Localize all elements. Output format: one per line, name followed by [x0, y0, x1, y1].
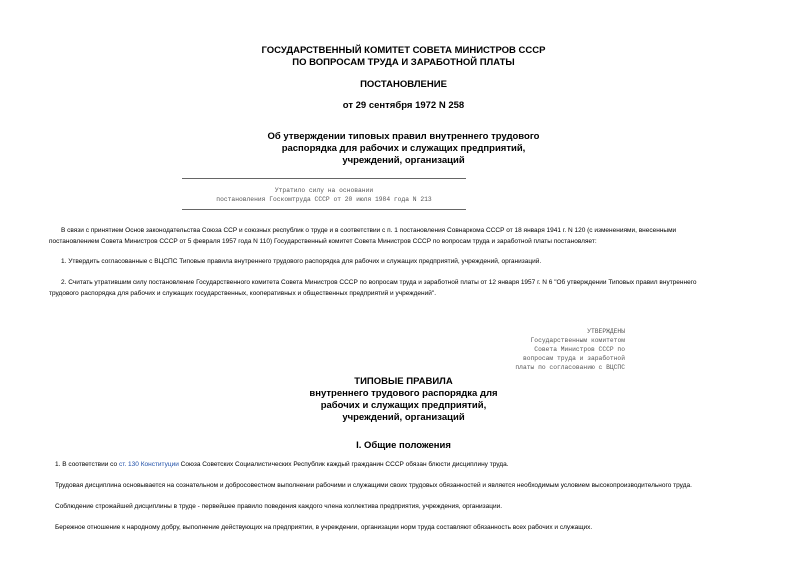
approval-line5: платы по согласованию с ВЦСПС: [515, 364, 625, 371]
status-note-line2: постановления Госкомтруда СССР от 20 июля 1984 года N 213: [216, 196, 432, 203]
paragraph-item2-line2: трудового распорядка для рабочих и служащих государственных, кооперативных и общественных предприятий и учреждений".: [49, 290, 436, 297]
org-name-line1: ГОСУДАРСТВЕННЫЙ КОМИТЕТ СОВЕТА МИНИСТРОВ СССР: [261, 45, 546, 56]
section-heading: I. Общие положения: [356, 440, 451, 451]
approval-line3: Совета Министров СССР по: [534, 346, 625, 353]
rules-title-line2: внутреннего трудового распорядка для: [309, 388, 498, 399]
org-name-line2: ПО ВОПРОСАМ ТРУДА И ЗАРАБОТНОЙ ПЛАТЫ: [292, 57, 515, 68]
section1-p1-after: Союза Советских Социалистических Республик каждый гражданин СССР обязан блюсти дисциплину труда.: [178, 461, 509, 468]
section1-paragraph3: Соблюдение строжайшей дисциплины в труде - первейшее правило поведения каждого члена коллектива предприятия, учреждения, организации.: [55, 503, 503, 510]
approval-line4: вопросам труда и заработной: [522, 355, 625, 362]
document-title-line3: учреждений, организаций: [342, 155, 465, 166]
section1-paragraph2: Трудовая дисциплина основывается на сознательном и добросовестном выполнении рабочими и служащими своих трудовых обязанностей и является необходимым условием высокопроизводительного труда.: [55, 482, 692, 489]
paragraph-preamble-line2: постановлением Совета Министров СССР от 5 февраля 1957 года N 110) Государственный комитет Совета Министров СССР по вопросам труда и заработной платы постановляет:: [49, 238, 597, 245]
rules-title-line1: ТИПОВЫЕ ПРАВИЛА: [354, 376, 453, 387]
status-note: [182, 186, 466, 204]
document-title-line2: распорядка для рабочих и служащих предприятий,: [281, 143, 526, 154]
constitution-article-link[interactable]: ст. 130 Конституции: [118, 461, 179, 468]
paragraph-preamble: [49, 225, 770, 247]
section1-paragraph1: [55, 459, 770, 470]
approval-stamp: [470, 327, 625, 372]
rules-title-line3: рабочих и служащих предприятий,: [320, 400, 487, 411]
rules-title-line4: учреждений, организаций: [342, 412, 465, 423]
paragraph-item1: 1. Утвердить согласованные с ВЦСПС Типовые правила внутреннего трудового распорядка для рабочих и служащих предприятий, учреждений, организаций.: [61, 258, 542, 265]
document-type: ПОСТАНОВЛЕНИЕ: [360, 79, 447, 90]
status-note-line1: Утратило силу на основании: [274, 187, 374, 194]
approval-line2: Государственным комитетом: [530, 337, 625, 344]
document-title-line1: Об утверждении типовых правил внутреннего трудового: [267, 131, 540, 142]
paragraph-preamble-line1: В связи с принятием Основ законодательства Союза ССР и союзных республик о труде и в соответствии с п. 1 постановления Совнаркома СССР от 18 января 1941 г. N 120 (с изменениями, внесенными: [61, 227, 677, 234]
section1-p1-before: 1. В соответствии со: [55, 461, 119, 468]
approval-line1: УТВЕРЖДЕНЫ: [587, 328, 625, 335]
note-bottom-rule: [182, 209, 466, 210]
paragraph-item2-line1: 2. Считать утратившим силу постановление Государственного комитета Совета Министров СССР по вопросам труда и заработной платы от 12 января 1957 г. N 6 "Об утверждении Типовых правил внутреннего: [61, 279, 697, 286]
note-top-rule: [182, 178, 466, 179]
section1-paragraph4: Бережное отношение к народному добру, выполнение действующих на предприятии, в учреждении, организации норм труда составляют обязанность всех рабочих и служащих.: [55, 524, 593, 531]
document-date-number: от 29 сентября 1972 N 258: [342, 100, 465, 111]
paragraph-item2: [49, 277, 770, 299]
